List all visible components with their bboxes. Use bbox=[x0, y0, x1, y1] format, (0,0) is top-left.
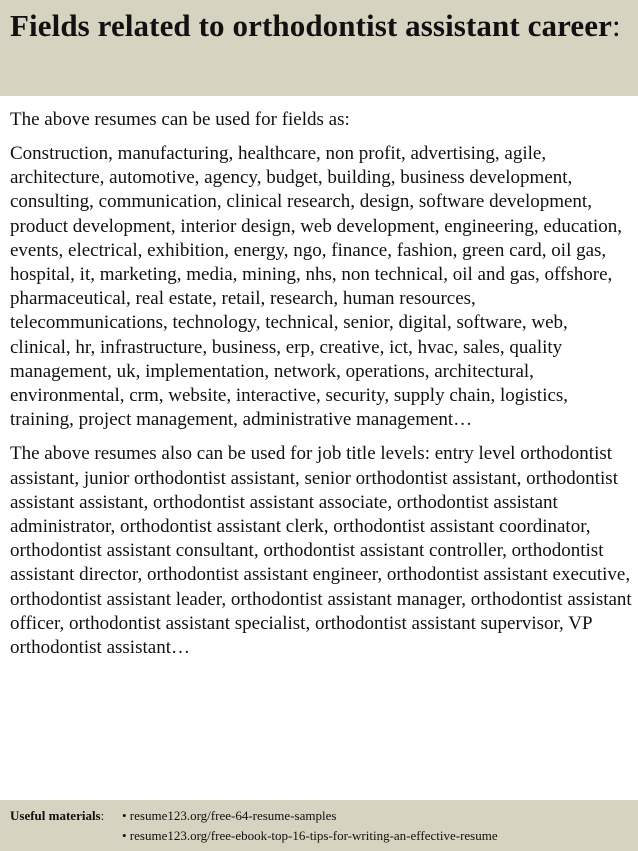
intro-text: The above resumes can be used for fields as: bbox=[10, 109, 350, 130]
footer-label-spacer bbox=[10, 826, 122, 846]
footer-band bbox=[0, 800, 638, 851]
main-content bbox=[10, 108, 632, 670]
footer-label-text: Useful materials bbox=[10, 808, 101, 823]
footer-label bbox=[10, 806, 122, 826]
footer-row-2 bbox=[10, 826, 628, 846]
page-title-text: Fields related to orthodontist assistant career bbox=[10, 8, 612, 43]
footer-label-colon: : bbox=[100, 808, 105, 823]
header-band bbox=[0, 0, 638, 96]
page-title-colon: : bbox=[611, 8, 621, 43]
footer-row-1 bbox=[10, 806, 628, 826]
footer-link-resume-samples[interactable]: • resume123.org/free-64-resume-samples bbox=[122, 808, 337, 823]
fields-paragraph: Construction, manufacturing, healthcare, non profit, advertising, agile, architecture, automotive, agency, budget, building, business development, consulting, communication, clinical research, design, software development, product development, interior design, web development, engineering, education, events, electrical, exhibition, energy, ngo, finance, fashion, green card, oil gas, hospital, it, marketing, media, mining, nhs, non technical, oil and gas, offshore, pharmaceutical, real estate, retail, research, human resources, telecommunications, technology, technical, senior, digital, software, web, clinical, hr, infrastructure, business, erp, creative, ict, hvac, sales, quality management, uk, implementation, network, operations, architectural, environmental, crm, website, interactive, security, supply chain, logistics, training, project management, administrative management… bbox=[10, 143, 623, 431]
job-titles-paragraph: The above resumes also can be used for job title levels: entry level orthodontist assistant, junior orthodontist assistant, senior orthodontist assistant, orthodontist assistant assistant, orthodontist assistant associate, orthodontist assistant administrator, orthodontist assistant clerk, orthodontist assistant coordinator, orthodontist assistant consultant, orthodontist assistant controller, orthodontist assistant director, orthodontist assistant engineer, orthodontist assistant executive, orthodontist assistant leader, orthodontist assistant manager, orthodontist assistant officer, orthodontist assistant specialist, orthodontist assistant supervisor, VP orthodontist assistant… bbox=[10, 443, 632, 659]
page-title bbox=[10, 6, 628, 45]
footer-link-ebook-tips[interactable]: • resume123.org/free-ebook-top-16-tips-for-writing-an-effective-resume bbox=[122, 828, 498, 843]
